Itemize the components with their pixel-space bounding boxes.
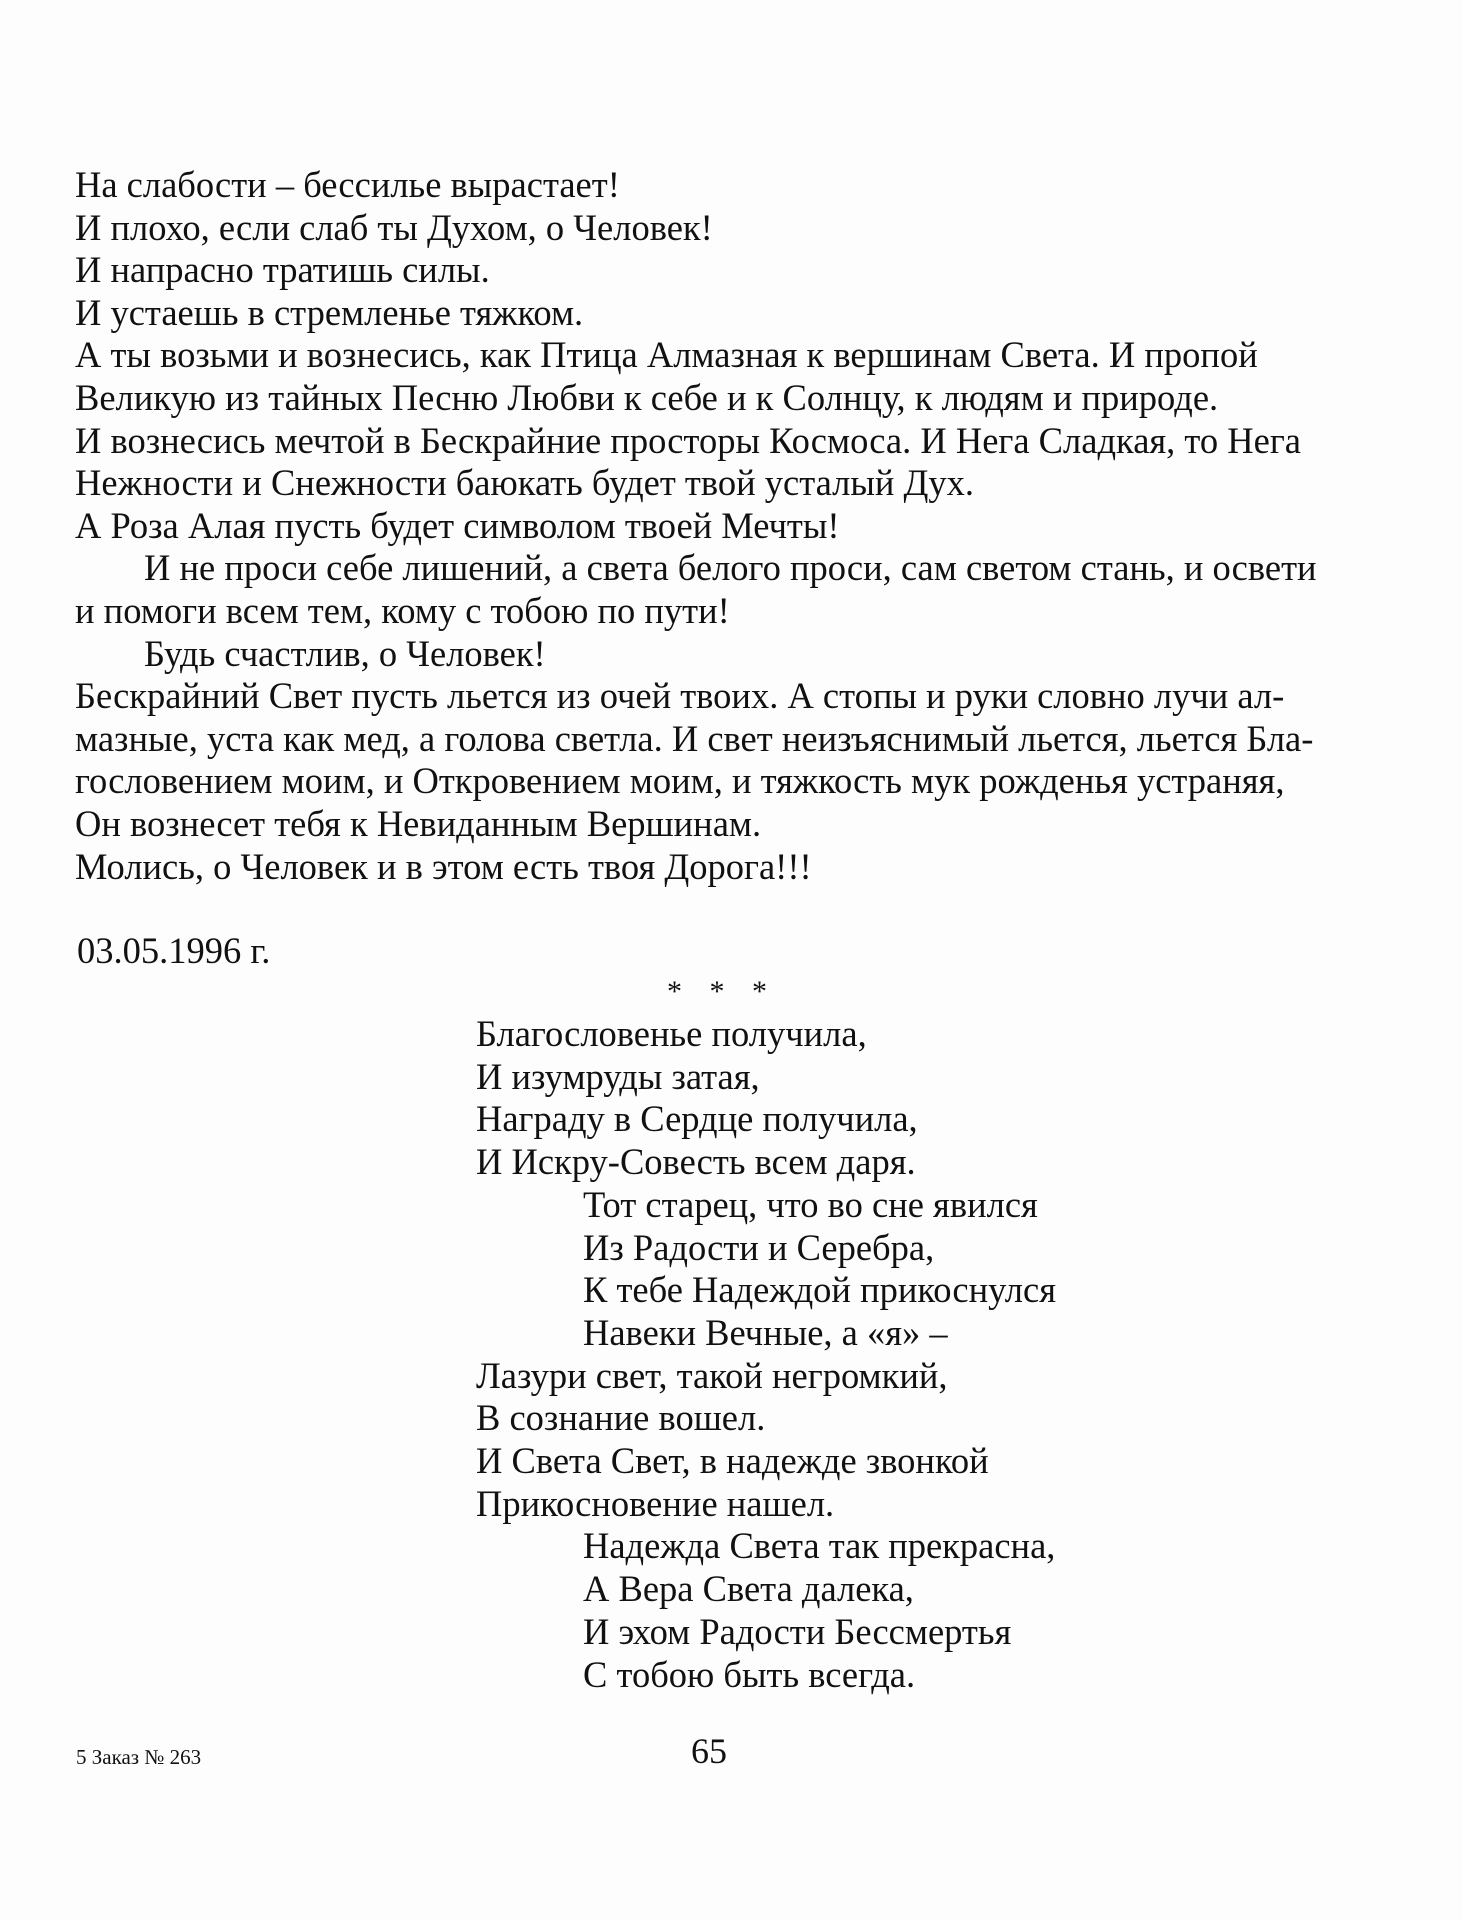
- poem-line: И Света Свет, в надежде звонкой: [476, 1440, 989, 1482]
- prose-line: И устаешь в стремленье тяжком.: [75, 291, 584, 333]
- poem-line: С тобою быть всегда.: [583, 1653, 916, 1695]
- poem-line: Из Радости и Серебра,: [583, 1226, 935, 1268]
- prose-line: Молись, о Человек и в этом есть твоя Дорога!!!: [75, 845, 812, 887]
- date-line: 03.05.1996 г.: [77, 930, 271, 971]
- page-number: 65: [691, 1731, 727, 1771]
- poem-line: Прикосновение нашел.: [476, 1482, 835, 1524]
- prose-line: И вознесись мечтой в Бескрайние просторы Космоса. И Нега Сладкая, то Нега: [75, 419, 1302, 461]
- poem-line: И изумруды затая,: [476, 1055, 760, 1097]
- prose-line: Он вознесет тебя к Невиданным Вершинам.: [75, 802, 762, 844]
- poem-line: Благословенье получила,: [476, 1013, 867, 1054]
- prose-block: [75, 164, 1340, 888]
- section-separator: * * *: [667, 975, 777, 1008]
- poem-line: А Вера Света далека,: [583, 1568, 914, 1610]
- prose-line: А Роза Алая пусть будет символом твоей Мечты!: [75, 504, 840, 546]
- poem-line: Тот старец, что во сне явился: [583, 1183, 1038, 1225]
- poem-block: [476, 1013, 1176, 1696]
- print-order-note: 5 Заказ № 263: [76, 1745, 202, 1769]
- poem-line: И эхом Радости Бессмертья: [583, 1610, 1012, 1652]
- poem-line: К тебе Надеждой прикоснулся: [583, 1269, 1057, 1311]
- poem-line: Надежда Света так прекрасна,: [583, 1525, 1056, 1567]
- prose-line: Нежности и Снежности баюкать будет твой усталый Дух.: [75, 462, 975, 504]
- prose-line: и помоги всем тем, кому с тобою по пути!: [75, 589, 730, 631]
- prose-line: И не проси себе лишений, а света белого проси, сам светом стань, и освети: [144, 547, 1317, 589]
- prose-line: Бескрайний Свет пусть льется из очей твоих. А стопы и руки словно лучи ал-: [75, 675, 1285, 717]
- prose-line: Будь счастлив, о Человек!: [144, 632, 546, 674]
- poem-line: Награду в Сердце получила,: [476, 1098, 918, 1140]
- prose-line: Великую из тайных Песню Любви к себе и к Солнцу, к людям и природе.: [75, 376, 1219, 418]
- prose-line: гословением моим, и Откровением моим, и тяжкость мук рожденья устраняя,: [75, 760, 1285, 802]
- poem-line: И Искру-Совесть всем даря.: [476, 1141, 916, 1183]
- poem-line: Навеки Вечные, а «я» –: [583, 1311, 948, 1353]
- poem-line: В сознание вошел.: [476, 1397, 766, 1439]
- prose-line: На слабости – бессилье вырастает!: [75, 164, 620, 205]
- prose-line: И напрасно тратишь силы.: [75, 249, 490, 291]
- prose-line: А ты возьми и вознесись, как Птица Алмазная к вершинам Света. И пропой: [75, 334, 1258, 376]
- prose-line: мазные, уста как мед, а голова светла. И свет неизъяснимый льется, льется Бла-: [75, 717, 1314, 759]
- poem-line: Лазури свет, такой негромкий,: [476, 1354, 948, 1396]
- prose-line: И плохо, если слаб ты Духом, о Человек!: [75, 206, 713, 248]
